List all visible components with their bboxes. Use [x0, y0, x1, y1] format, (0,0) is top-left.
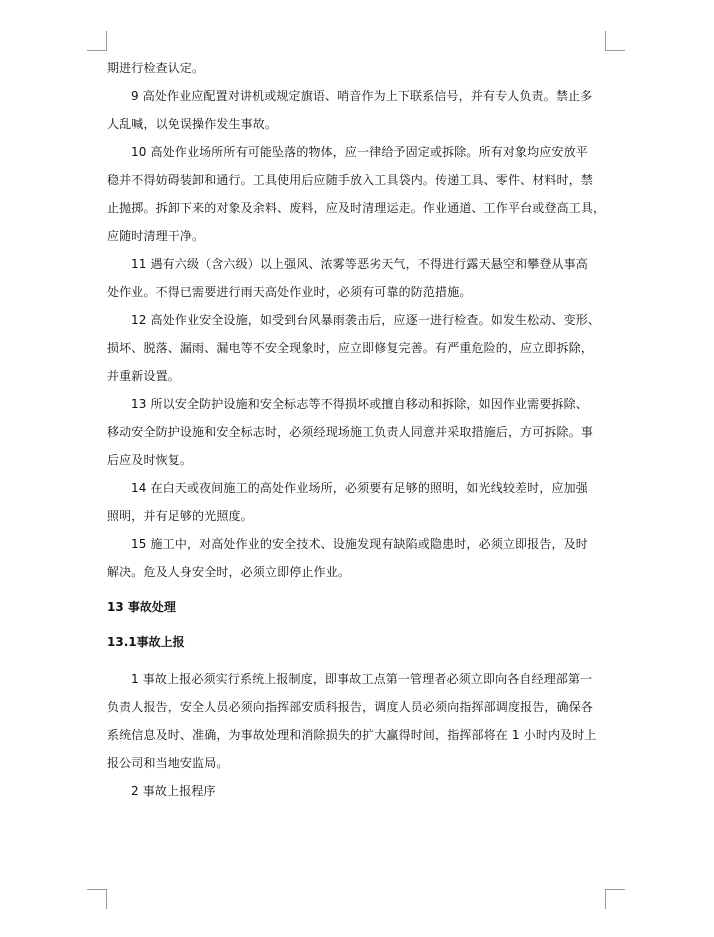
paragraph-item-12	[107, 306, 605, 390]
text-line: 15 施工中，对高处作业的安全技术、设施发现有缺陷或隐患时，必须立即报告，及时	[131, 537, 588, 551]
document-body	[107, 54, 605, 805]
text-line: 12 高处作业安全设施，如受到台风暴雨袭击后，应逐一进行检查。如发生松动、变形、	[131, 313, 601, 327]
corner-mark-top-right	[605, 31, 606, 51]
text-line: 14 在白天或夜间施工的高处作业场所，必须要有足够的照明，如光线较差时，应加强	[131, 481, 588, 495]
text-line: 应随时清理干净。	[107, 229, 205, 243]
paragraph-report-1	[107, 665, 605, 777]
text-line: 解决。危及人身安全时，必须立即停止作业。	[107, 565, 351, 579]
paragraph-item-11	[107, 250, 605, 306]
corner-mark-bottom-right	[605, 889, 606, 909]
text-line: 并重新设置。	[107, 369, 180, 383]
text-line: 负责人报告，安全人员必须向指挥部安质科报告，调度人员必须向指挥部调度报告，确保各	[107, 700, 594, 714]
text-line: 9 高处作业应配置对讲机或规定旗语、哨音作为上下联系信号，并有专人负责。禁止多	[131, 89, 593, 103]
text-line: 2 事故上报程序	[131, 784, 216, 798]
text-line: 11 遇有六级（含六级）以上强风、浓雾等恶劣天气，不得进行露天悬空和攀登从事高	[131, 257, 588, 271]
text-line: 后应及时恢复。	[107, 453, 193, 467]
text-line: 人乱喊，以免误操作发生事故。	[107, 117, 278, 131]
text-line: 13 所以安全防护设施和安全标志等不得损坏或擅自移动和拆除，如因作业需要拆除、	[131, 397, 588, 411]
text-line: 止抛掷。拆卸下来的对象及余料、废料，应及时清理运走。作业通道、工作平台或登高工具，	[107, 201, 606, 215]
section-heading: 13 事故处理	[107, 600, 176, 614]
paragraph-item-10	[107, 138, 605, 250]
paragraph-item-9	[107, 82, 605, 138]
text-line: 系统信息及时、准确，为事故处理和消除损失的扩大赢得时间，指挥部将在 1 小时内及时上	[107, 728, 597, 742]
text-line: 移动安全防护设施和安全标志时，必须经现场施工负责人同意并采取措施后，方可拆除。事	[107, 425, 594, 439]
corner-mark-bottom-left	[106, 889, 107, 909]
paragraph-continuation	[107, 54, 605, 82]
corner-mark-top-left	[106, 31, 107, 51]
text-line: 1 事故上报必须实行系统上报制度，即事故工点第一管理者必须立即向各自经理部第一	[131, 672, 593, 686]
paragraph-item-15	[107, 530, 605, 586]
corner-mark-top-right	[605, 50, 625, 51]
text-line: 报公司和当地安监局。	[107, 756, 229, 770]
paragraph-report-2	[107, 777, 605, 805]
text-line: 10 高处作业场所所有可能坠落的物体，应一律给予固定或拆除。所有对象均应安放平	[131, 145, 588, 159]
text-line: 损坏、脱落、漏雨、漏电等不安全现象时，应立即修复完善。有严重危险的，应立即拆除，	[107, 341, 594, 355]
corner-mark-bottom-left	[87, 889, 107, 890]
paragraph-item-13	[107, 390, 605, 474]
subsection-heading: 13.1事故上报	[107, 635, 185, 649]
paragraph-item-14	[107, 474, 605, 530]
text-line: 照明，并有足够的光照度。	[107, 509, 253, 523]
text-line: 处作业。不得已需要进行雨天高处作业时，必须有可靠的防范措施。	[107, 285, 472, 299]
text-line: 稳并不得妨碍装卸和通行。工具使用后应随手放入工具袋内。传递工具、零件、材料时，禁	[107, 173, 594, 187]
text-line: 期进行检查认定。	[107, 61, 205, 75]
corner-mark-bottom-right	[605, 889, 625, 890]
corner-mark-top-left	[87, 50, 107, 51]
